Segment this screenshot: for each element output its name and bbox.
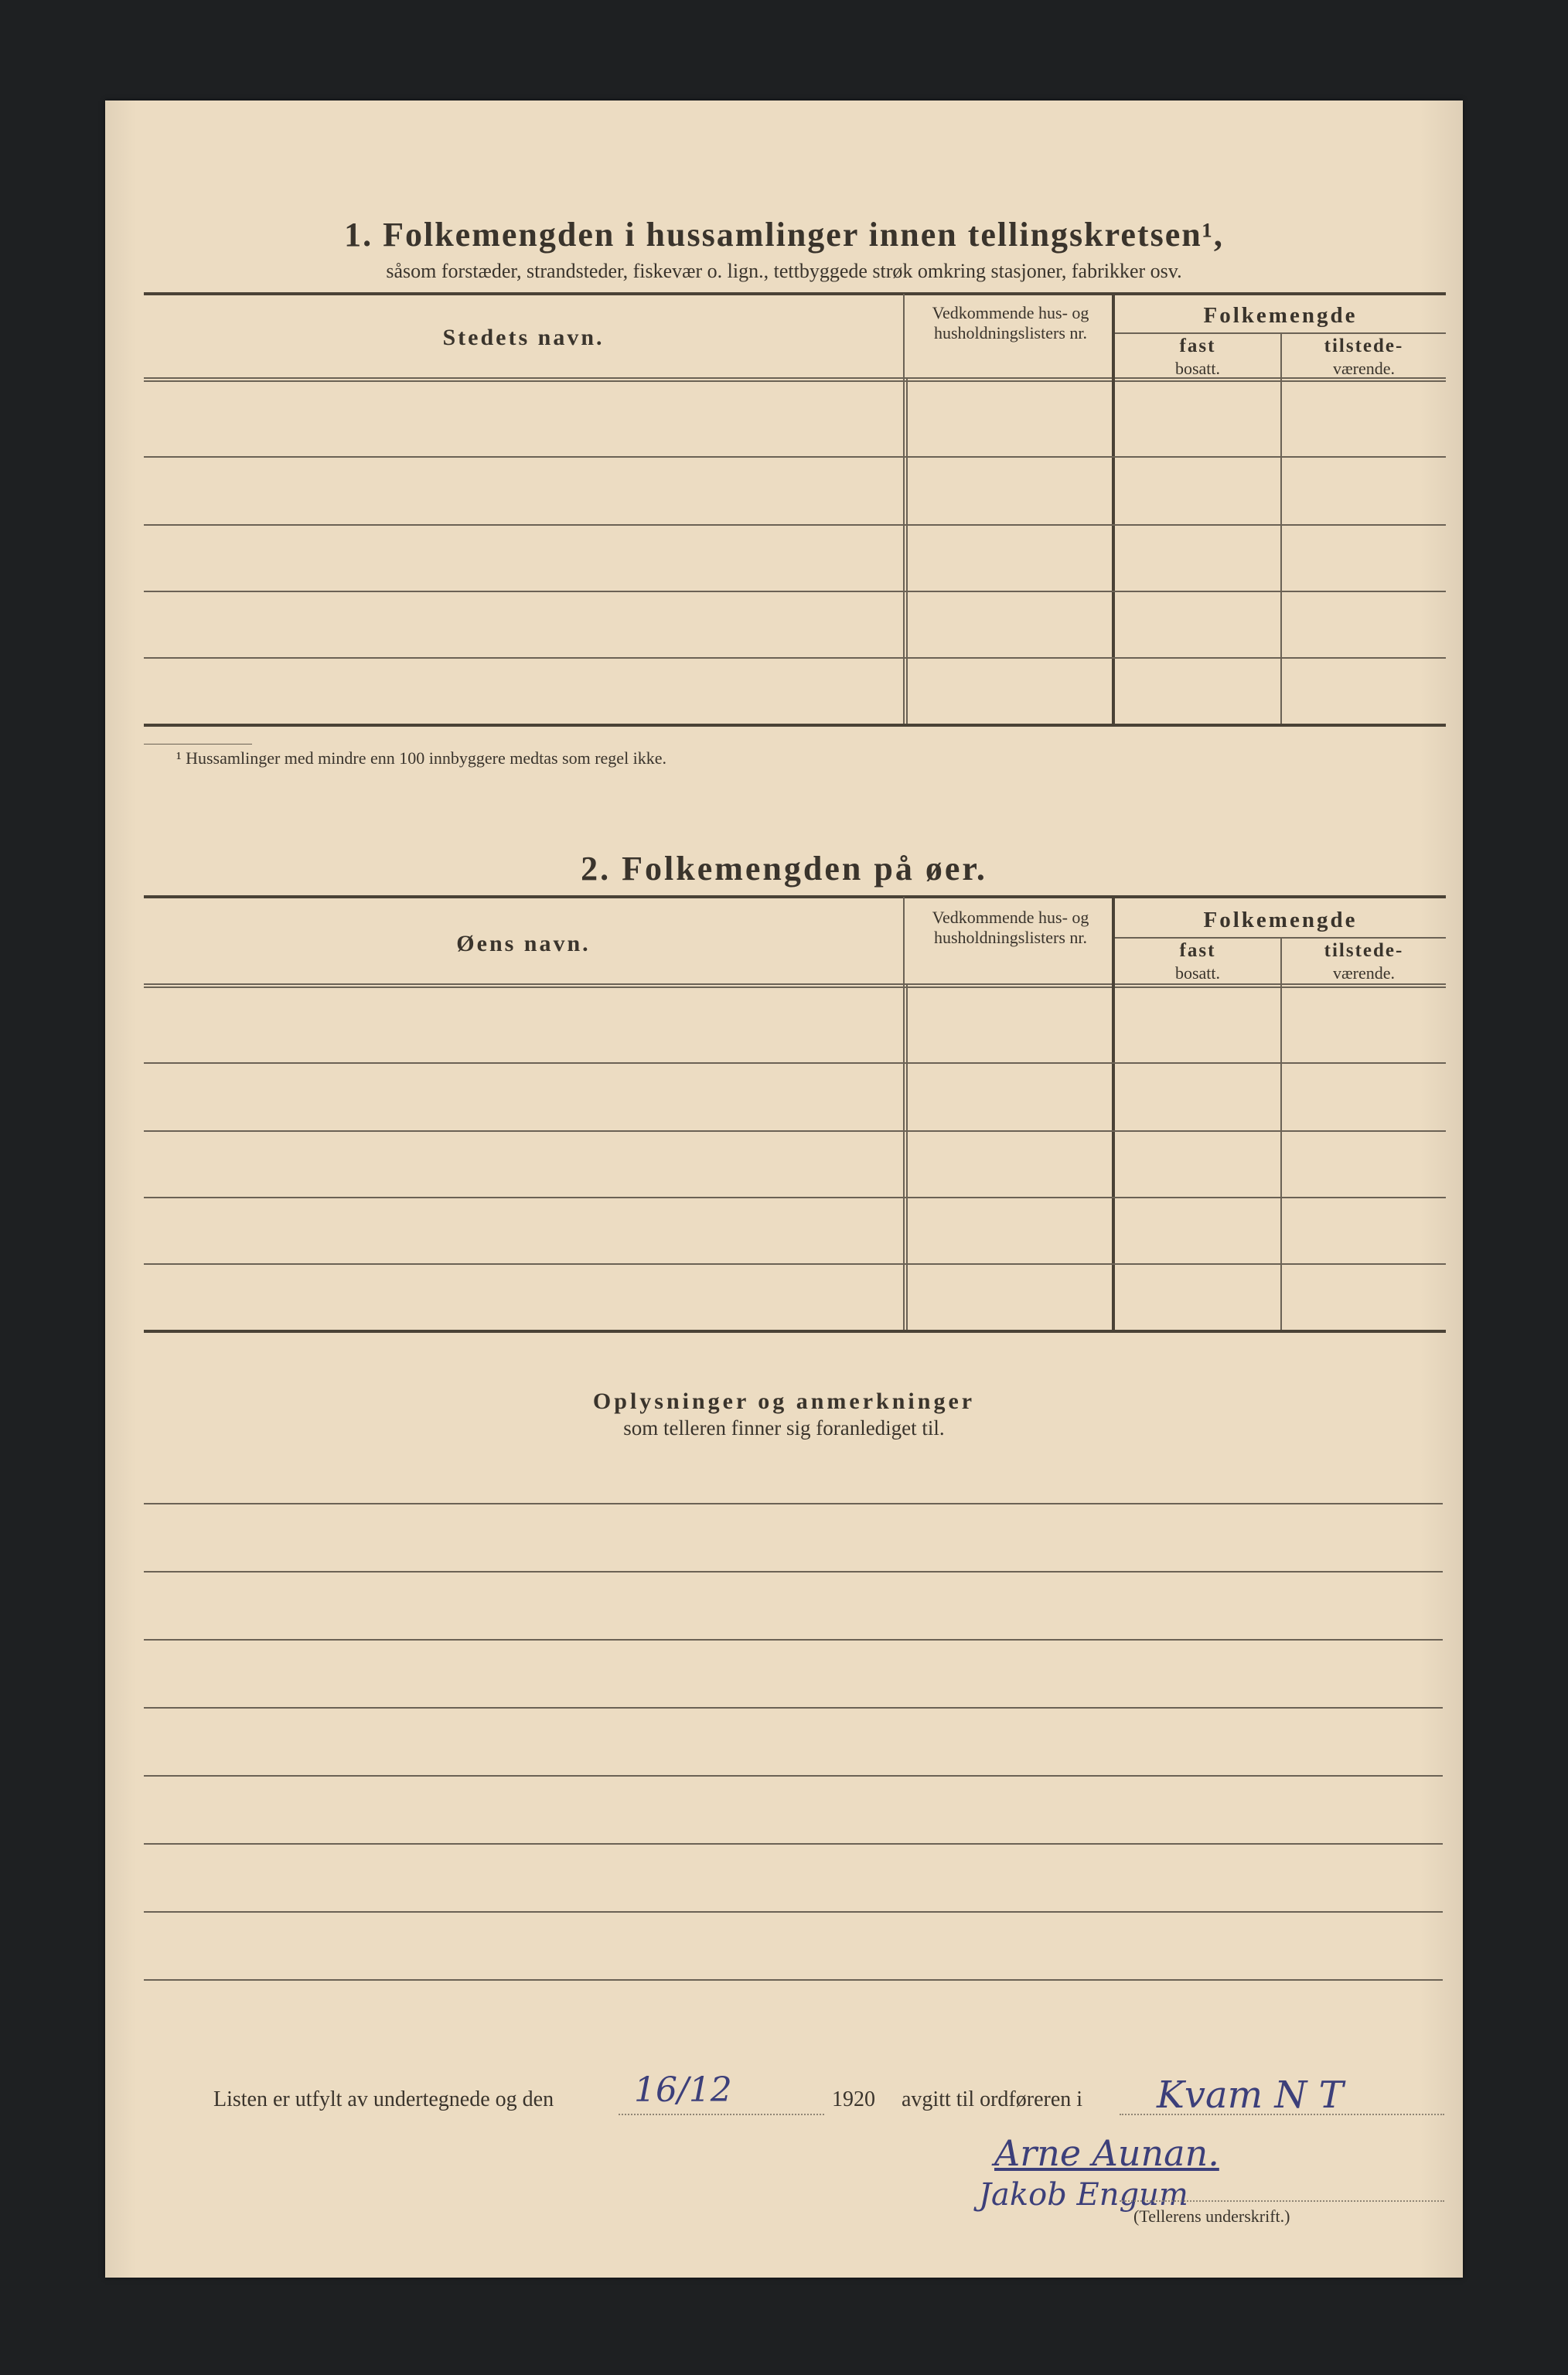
footer-text-before: Listen er utfylt av undertegnede og den — [213, 2087, 554, 2111]
table-1-col-divider-a — [903, 294, 905, 724]
table-1-col-divider-c — [1280, 332, 1282, 724]
col-header-fast-sub: bosatt. — [1174, 359, 1221, 378]
table-1-header-rule-2 — [144, 380, 1446, 382]
table-2-col-divider-a2 — [906, 985, 908, 1330]
table-2-col-divider-b — [1112, 897, 1115, 1330]
table-1-top-rule — [144, 292, 1446, 295]
section-2-title: 2. Folkemengden på øer. — [581, 850, 987, 888]
remarks-line — [144, 1911, 1443, 1913]
col-header-fast: fast — [1179, 336, 1216, 356]
col-header-fast-sub: bosatt. — [1174, 963, 1221, 983]
col-header-tilstede: tilstede- — [1324, 940, 1404, 961]
table-2-header-rule — [144, 983, 1446, 985]
date-blank-line — [619, 2114, 824, 2115]
col-header-folkemengde: Folkemengde — [1203, 303, 1358, 328]
remarks-line — [144, 1639, 1443, 1641]
table-1-row-line — [144, 591, 1446, 592]
handwritten-place: Kvam N T — [1157, 2073, 1344, 2117]
remarks-title: Oplysninger og anmerkninger — [592, 1389, 976, 1414]
table-1-col-divider-a2 — [906, 379, 908, 724]
col-header-list-number: Vedkommende hus- og husholdningslisters nr. — [932, 908, 1089, 947]
table-1-row-line — [144, 524, 1446, 526]
remarks-line — [144, 1707, 1443, 1709]
footnote-rule — [144, 744, 252, 745]
signature-caption: (Tellerens underskrift.) — [1133, 2206, 1290, 2226]
footer-year: 1920 — [832, 2087, 875, 2111]
table-1-bottom-rule — [144, 724, 1446, 727]
col-header-list-number: Vedkommende hus- og husholdningslisters nr. — [932, 303, 1089, 342]
table-2-header-rule-2 — [144, 986, 1446, 988]
table-2-col-divider-a — [903, 897, 905, 1330]
census-form-page — [105, 101, 1463, 2278]
col-header-tilstede: tilstede- — [1324, 336, 1404, 356]
table-1-row-line — [144, 456, 1446, 458]
signature-1: Arne Aunan. — [994, 2132, 1219, 2174]
handwritten-date: 16/12 — [634, 2070, 732, 2110]
col-header-stedets-navn: Stedets navn. — [442, 325, 605, 350]
table-2-row-line — [144, 1197, 1446, 1198]
section-1-footnote: ¹ Hussamlinger med mindre enn 100 innbyggere medtas som regel ikke. — [176, 748, 667, 768]
remarks-line — [144, 1775, 1443, 1777]
col-header-oens-navn: Øens navn. — [456, 931, 591, 956]
signature-2: Jakob Engum — [979, 2177, 1188, 2213]
table-1-row-line — [144, 657, 1446, 659]
remarks-line — [144, 1503, 1443, 1504]
section-1-title: 1. Folkemengden i hussamlinger innen tellingskretsen¹, — [344, 216, 1224, 254]
signature-blank-line — [1120, 2200, 1444, 2202]
remarks-line — [144, 1843, 1443, 1845]
col-header-folkemengde: Folkemengde — [1203, 908, 1358, 932]
table-2-row-line — [144, 1062, 1446, 1064]
table-2-top-rule — [144, 895, 1446, 898]
remarks-subtitle: som telleren finner sig foranlediget til. — [623, 1416, 945, 1440]
remarks-line — [144, 1979, 1443, 1981]
col-header-fast: fast — [1179, 940, 1216, 961]
table-2-row-line — [144, 1130, 1446, 1132]
footer-text-middle: avgitt til ordføreren i — [902, 2087, 1083, 2111]
col-header-tilstede-sub: værende. — [1332, 359, 1396, 378]
table-2-bottom-rule — [144, 1330, 1446, 1333]
remarks-line — [144, 1571, 1443, 1573]
col-header-tilstede-sub: værende. — [1332, 963, 1396, 983]
section-1-subtitle: såsom forstæder, strandsteder, fiskevær o. lign., tettbyggede strøk omkring stasjoner, fabrikker osv. — [386, 260, 1182, 282]
table-2-col-divider-c — [1280, 937, 1282, 1330]
table-2-row-line — [144, 1263, 1446, 1265]
